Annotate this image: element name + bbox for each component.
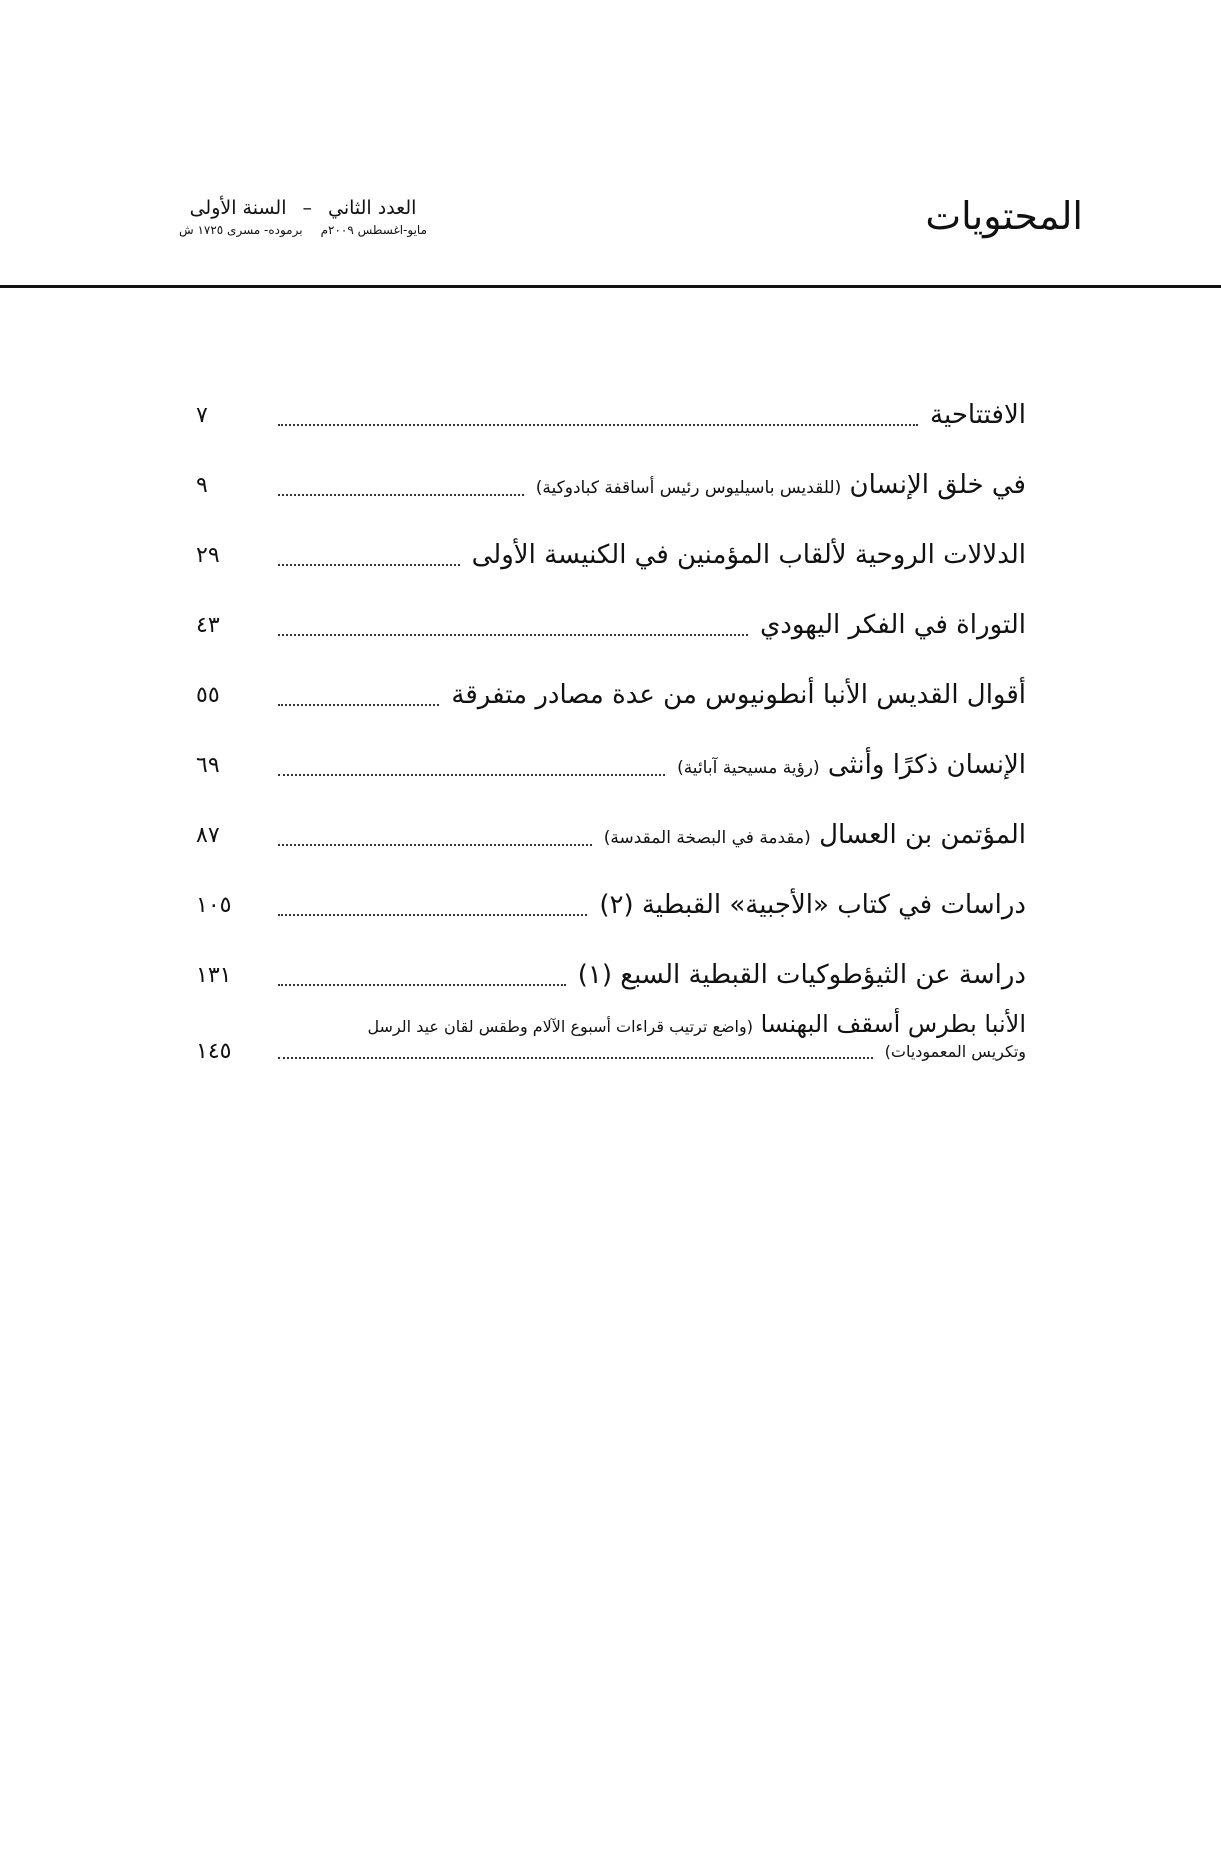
toc-leader-dots [278, 844, 592, 846]
toc-leader-dots [278, 564, 460, 566]
toc-entry-title: الدلالات الروحية لألقاب المؤمنين في الكنيسة الأولى [471, 540, 1026, 570]
issue-line [168, 196, 438, 220]
toc-entry-title: دراسة عن الثيؤطوكيات القبطية السبع (١) [577, 960, 1026, 990]
toc-leader-dots [278, 914, 587, 916]
toc-entry [196, 800, 1026, 870]
toc-entry [196, 590, 1026, 660]
header-divider [0, 285, 1221, 288]
issue-dates [168, 222, 438, 238]
toc-entry-title: التوراة في الفكر اليهودي [759, 610, 1026, 640]
toc-page-number: ١٣١ [196, 962, 232, 988]
toc-entry [196, 660, 1026, 730]
toc-page-number: ٤٣ [196, 612, 220, 638]
toc-page-number: ٩ [196, 472, 208, 498]
toc-entry [196, 520, 1026, 590]
issue-number: العدد الثاني [327, 197, 417, 219]
toc-entry-subtitle: وتكريس المعموديات) [884, 1042, 1026, 1061]
toc-page-number: ٥٥ [196, 682, 220, 708]
toc-page-number: ٧ [196, 402, 208, 428]
toc-entry [196, 870, 1026, 940]
toc-entry [196, 730, 1026, 800]
issue-year: السنة الأولى [189, 197, 287, 219]
issue-separator: – [302, 197, 312, 219]
toc-leader-dots [278, 1057, 873, 1059]
toc-page-number: ٨٧ [196, 822, 220, 848]
date-coptic: برموده- مسرى ١٧٢٥ ش [178, 223, 303, 237]
toc-page-number: ١٤٥ [196, 1039, 232, 1064]
toc-entry-title: الافتتاحية [930, 400, 1026, 430]
toc-entry-continuation [196, 1041, 1026, 1063]
toc-entry-title: الإنسان ذكرًا وأنثى (رؤية مسيحية آبائية) [677, 750, 1026, 780]
toc-leader-dots [278, 704, 439, 706]
toc-page-number: ٦٩ [196, 752, 220, 778]
date-gregorian: مايو-اغسطس ٢٠٠٩م [320, 223, 428, 237]
toc-page-number: ٢٩ [196, 542, 220, 568]
toc-leader-dots [278, 494, 524, 496]
toc-entry-title: المؤتمن بن العسال (مقدمة في البصخة المقدسة) [603, 820, 1026, 850]
toc-leader-dots [278, 984, 566, 986]
toc-entry [196, 380, 1026, 450]
toc-leader-dots [278, 424, 918, 426]
toc-entry [196, 940, 1026, 1010]
toc-entry [196, 1010, 1026, 1080]
toc-entry-title: دراسات في كتاب «الأجبية» القبطية (٢) [599, 890, 1026, 920]
toc-leader-dots [278, 634, 748, 636]
toc-entry-title: في خلق الإنسان (للقديس باسيليوس رئيس أساقفة كبادوكية) [535, 470, 1026, 500]
toc-page-number: ١٠٥ [196, 892, 232, 918]
issue-info [168, 196, 438, 238]
page-title: المحتويات [925, 194, 1083, 238]
toc-entry-title: الأنبا بطرس أسقف البهنسا (واضع ترتيب قراءات أسبوع الآلام وطقس لقان عيد الرسل [367, 1010, 1026, 1038]
toc-entry [196, 450, 1026, 520]
toc-entry-title: أقوال القديس الأنبا أنطونيوس من عدة مصادر متفرقة [451, 680, 1026, 710]
toc-leader-dots [278, 774, 665, 776]
table-of-contents [196, 380, 1026, 1080]
